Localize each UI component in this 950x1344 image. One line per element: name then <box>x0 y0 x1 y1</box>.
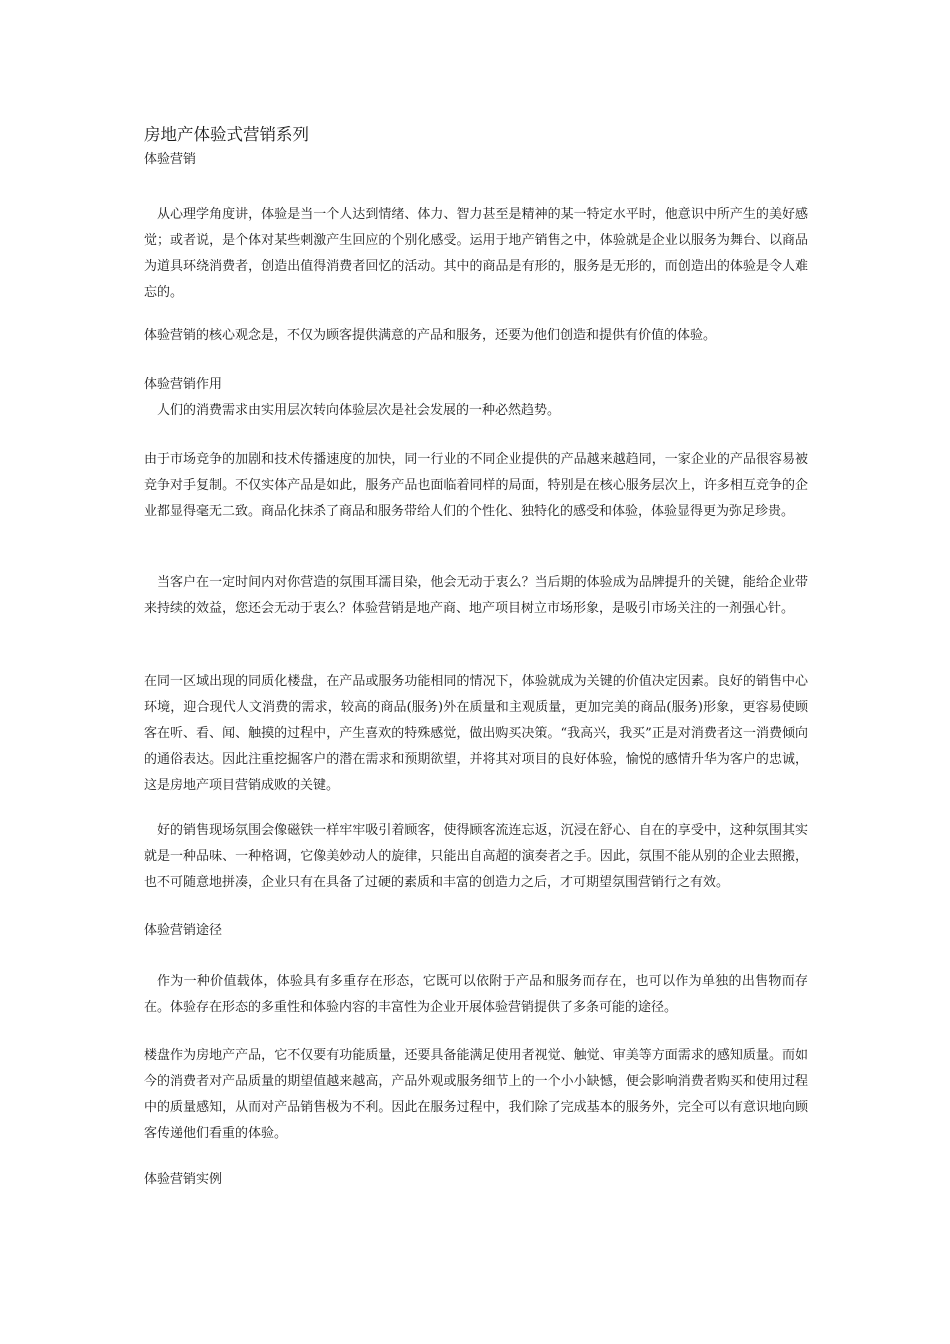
paragraph-atmosphere-question: 当客户在一定时间内对你营造的氛围耳濡目染，他会无动于衷么？当后期的体验成为品牌提升的关键，能给企业带来持续的效益，您还会无动于衷么？体验营销是地产商、地产项目树立市场形象，是吸引市场关注的一剂强心针。 <box>144 575 808 616</box>
paragraph-definition: 从心理学角度讲，体验是当一个人达到情绪、体力、智力甚至是精神的某一特定水平时，他意识中所产生的美好感觉；或者说，是个体对某些刺激产生回应的个别化感受。运用于地产销售之中，体验就是企业以服务为舞台、以商品为道具环绕消费者，创造出值得消费者回忆的活动。其中的商品是有形的，服务是无形的，而创造出的体验是令人难忘的。 <box>144 207 808 300</box>
paragraph-sales-atmosphere: 好的销售现场氛围会像磁铁一样牢牢吸引着顾客，使得顾客流连忘返，沉浸在舒心、自在的享受中，这种氛围其实就是一种品味、一种格调，它像美妙动人的旋律，只能出自高超的演奏者之手。因此，氛围不能从别的企业去照搬，也不可随意地拼凑，企业只有在具备了过硬的素质和丰富的创造力之后，才可期望氛围营销行之有效。 <box>144 823 808 890</box>
document-subtitle: 体验营销 <box>144 152 197 167</box>
paragraph-core-concept: 体验营销的核心观念是，不仅为顾客提供满意的产品和服务，还要为他们创造和提供有价值的体验。 <box>144 328 717 343</box>
paragraph-competition: 由于市场竞争的加剧和技术传播速度的加快，同一行业的不同企业提供的产品越来越趋同，一家企业的产品很容易被竞争对手复制。不仅实体产品是如此，服务产品也面临着同样的局面，特别是在核心服务层次上，许多相互竞争的企业都显得毫无二致。商品化抹杀了商品和服务带给人们的个性化、独特化的感受和体验，体验显得更为弥足珍贵。 <box>144 452 808 519</box>
section-heading-approach: 体验营销途径 <box>144 923 223 938</box>
paragraph-value-carrier: 作为一种价值载体，体验具有多重存在形态，它既可以依附于产品和服务而存在，也可以作为单独的出售物而存在。体验存在形态的多重性和体验内容的丰富性为企业开展体验营销提供了多条可能的途径。 <box>144 974 808 1015</box>
section-heading-role: 体验营销作用 <box>144 377 223 392</box>
paragraph-consumer-trend: 人们的消费需求由实用层次转向体验层次是社会发展的一种必然趋势。 <box>157 403 561 418</box>
section-heading-examples: 体验营销实例 <box>144 1172 223 1187</box>
document-title: 房地产体验式营销系列 <box>144 125 309 144</box>
paragraph-product-quality: 楼盘作为房地产产品，它不仅要有功能质量，还要具备能满足使用者视觉、触觉、审美等方面需求的感知质量。而如今的消费者对产品质量的期望值越来越高，产品外观或服务细节上的一个小小缺憾，便会影响消费者购买和使用过程中的质量感知，从而对产品销售极为不利。因此在服务过程中，我们除了完成基本的服务外，完全可以有意识地向顾客传递他们看重的体验。 <box>144 1048 808 1141</box>
paragraph-homogeneous-projects: 在同一区域出现的同质化楼盘，在产品或服务功能相同的情况下，体验就成为关键的价值决定因素。良好的销售中心环境，迎合现代人文消费的需求，较高的商品(服务)外在质量和主观质量，更加完美的商品(服务)形象，更容易使顾客在听、看、闻、触摸的过程中，产生喜欢的特殊感觉，做出购买决策。“我高兴，我买”正是对消费者这一消费倾向的通俗表达。因此注重挖掘客户的潜在需求和预期欲望，并将其对项目的良好体验，愉悦的感情升华为客户的忠诚，这是房地产项目营销成败的关键。 <box>144 674 808 793</box>
